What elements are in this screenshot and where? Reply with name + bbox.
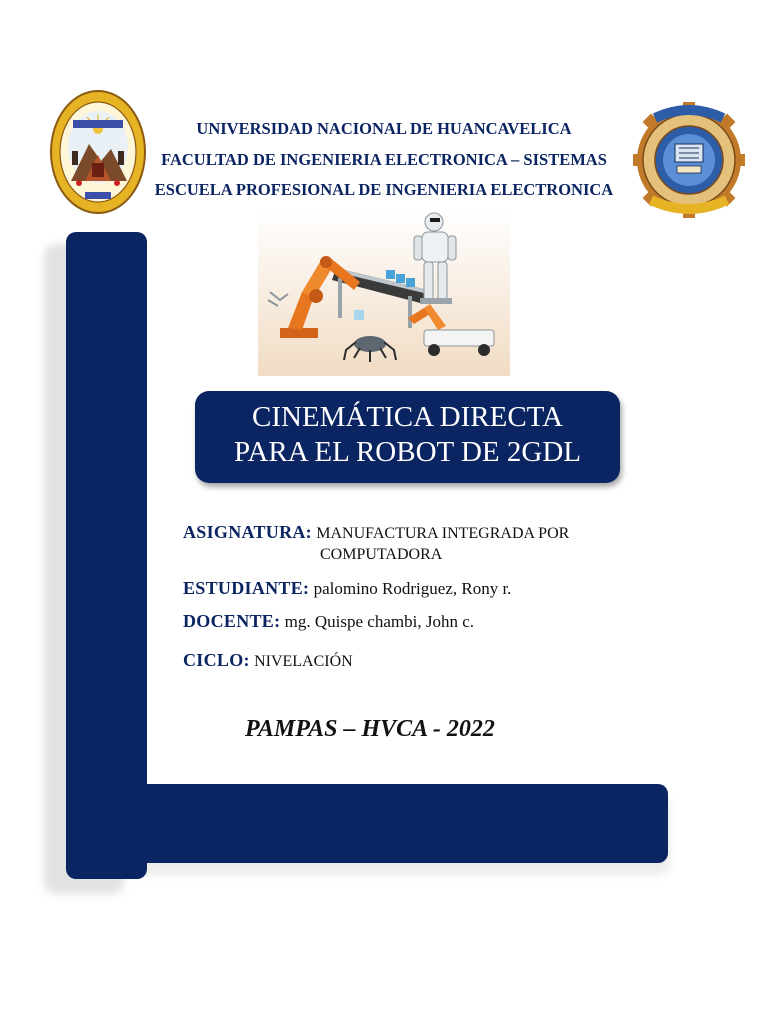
teacher-value: mg. Quispe chambi, John c. [284, 612, 475, 631]
subject-value-continued: COMPUTADORA [320, 546, 443, 563]
student-value: palomino Rodriguez, Rony r. [313, 579, 512, 598]
cycle-row [183, 650, 353, 671]
industrial-robots-illustration [258, 210, 510, 376]
subject-label: ASIGNATURA: [183, 522, 312, 542]
title-line-2: PARA EL ROBOT DE 2GDL [234, 436, 581, 468]
document-title [195, 391, 620, 483]
cycle-label: CICLO: [183, 650, 250, 670]
frame-vertical-bar [66, 232, 147, 879]
subject-row [183, 522, 569, 543]
frame-horizontal-bar [110, 784, 668, 863]
university-name: UNIVERSIDAD NACIONAL DE HUANCAVELICA [196, 119, 572, 138]
student-label: ESTUDIANTE: [183, 578, 310, 598]
teacher-label: DOCENTE: [183, 611, 281, 631]
subject-value: MANUFACTURA INTEGRADA POR [316, 525, 570, 542]
school-name: ESCUELA PROFESIONAL DE INGENIERIA ELECTRONICA [154, 180, 614, 199]
institution-header [120, 114, 648, 206]
place-and-year: PAMPAS – HVCA - 2022 [245, 716, 495, 742]
title-line-1: CINEMÁTICA DIRECTA [251, 401, 564, 433]
student-row [183, 578, 511, 599]
faculty-seal-icon [627, 100, 751, 218]
faculty-name: FACULTAD DE INGENIERIA ELECTRONICA – SISTEMAS [161, 149, 607, 169]
cycle-value: NIVELACIÓN [254, 653, 353, 670]
teacher-row [183, 611, 474, 632]
